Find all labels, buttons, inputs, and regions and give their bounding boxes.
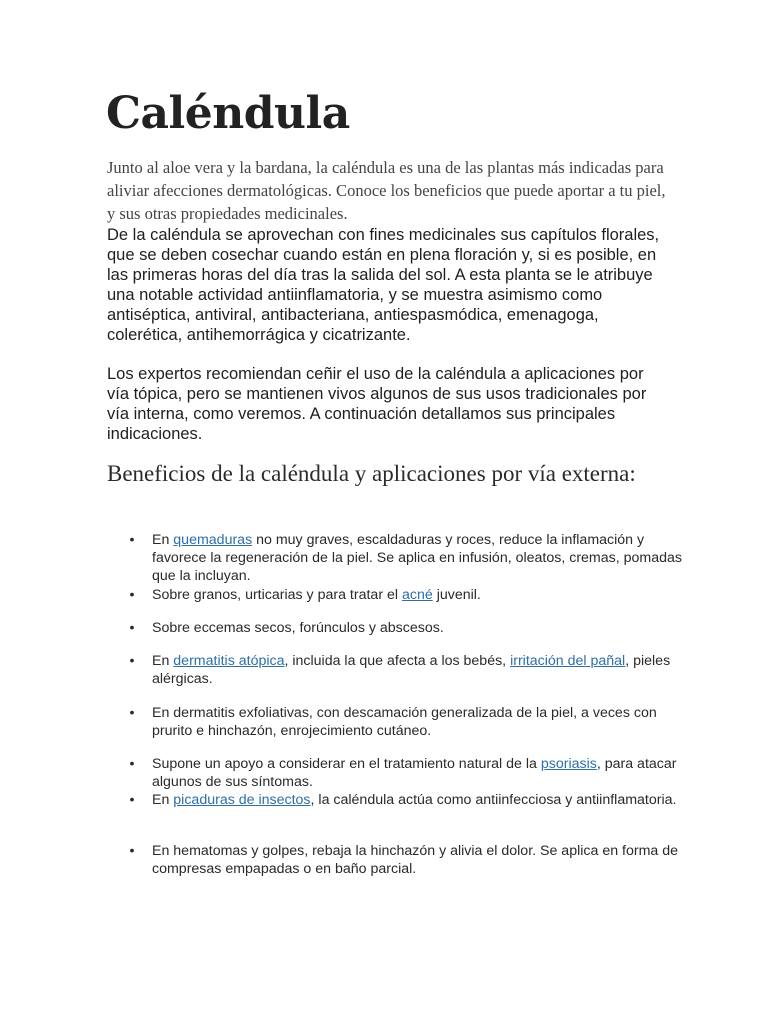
bullet-icon: • bbox=[129, 653, 135, 669]
list-item-text: En dermatitis exfoliativas, con descamación generalizada de la piel, a veces con prurito e hinchazón, enrojecimiento cutáneo. bbox=[152, 705, 657, 739]
link-quemaduras[interactable]: quemaduras bbox=[173, 532, 253, 548]
list-item bbox=[107, 586, 697, 604]
list-item bbox=[107, 704, 697, 740]
bullet-icon: • bbox=[129, 587, 135, 603]
bullet-icon: • bbox=[129, 792, 135, 808]
bullet-icon: • bbox=[129, 532, 135, 548]
list-item bbox=[107, 755, 697, 791]
list-item-text: , la caléndula actúa como antiinfecciosa y antiinflamatoria. bbox=[310, 792, 677, 808]
link-picaduras-insectos[interactable]: picaduras de insectos bbox=[173, 792, 311, 808]
list-item-text: Sobre eccemas secos, forúnculos y abscesos. bbox=[152, 620, 444, 636]
list-item-text: En bbox=[152, 792, 174, 808]
lead-paragraph: Junto al aloe vera y la bardana, la caléndula es una de las plantas más indicadas para aliviar afecciones dermatológicas. Conoce los beneficios que puede aportar a tu piel, y sus otras propiedades medicinales. bbox=[107, 158, 666, 223]
section-heading: Beneficios de la caléndula y aplicaciones por vía externa: bbox=[107, 461, 636, 486]
body-paragraph-1: De la caléndula se aprovechan con fines medicinales sus capítulos florales, que se deben cosechar cuando están en plena floración y, si es posible, en las primeras horas del día tras la salida del sol. A esta planta se le atribuye una notable actividad antiinflamatoria, y se muestra asimismo como antiséptica, antiviral, antibacteriana, antiespasmódica, emenagoga, colerética, antihemorrágica y cicatrizante. bbox=[107, 226, 660, 344]
bullet-icon: • bbox=[129, 620, 135, 636]
list-item-text: Supone un apoyo a considerar en el tratamiento natural de la bbox=[152, 756, 541, 772]
list-item bbox=[107, 619, 697, 637]
page-title: Caléndula bbox=[106, 88, 350, 139]
list-item-text: En bbox=[152, 532, 174, 548]
link-psoriasis[interactable]: psoriasis bbox=[540, 756, 597, 772]
link-acne[interactable]: acné bbox=[401, 587, 433, 603]
bullet-icon: • bbox=[129, 705, 135, 721]
list-item-text: , para atacar algunos de sus síntomas. bbox=[152, 756, 677, 790]
list-item-text: Sobre granos, urticarias y para tratar el bbox=[152, 587, 402, 603]
body-paragraph-2: Los expertos recomiendan ceñir el uso de la caléndula a aplicaciones por vía tópica, pero se mantienen vivos algunos de sus usos tradicionales por vía interna, como veremos. A continuación detallamos sus principales indicaciones. bbox=[107, 365, 647, 443]
list-item bbox=[107, 791, 697, 809]
bullet-icon: • bbox=[129, 843, 135, 859]
bullet-icon: • bbox=[129, 756, 135, 772]
link-irritacion-panal[interactable]: irritación del pañal bbox=[510, 653, 626, 669]
list-item bbox=[107, 842, 697, 878]
list-item bbox=[107, 652, 697, 688]
list-item-text: , incluida la que afecta a los bebés, bbox=[284, 653, 511, 669]
list-item-text: no muy graves, escaldaduras y roces, reduce la inflamación y favorece la regeneración de la piel. Se aplica en infusión, oleatos, cremas, pomadas que la incluyan. bbox=[152, 532, 682, 584]
list-item-text: En bbox=[152, 653, 174, 669]
list-item-text: , pieles alérgicas. bbox=[152, 653, 671, 687]
list-item-text: En hematomas y golpes, rebaja la hinchazón y alivia el dolor. Se aplica en forma de compresas empapadas o en baño parcial. bbox=[152, 843, 679, 877]
link-dermatitis-atopica[interactable]: dermatitis atópica bbox=[173, 653, 285, 669]
list-item bbox=[107, 531, 697, 585]
list-item-text: juvenil. bbox=[432, 587, 481, 603]
